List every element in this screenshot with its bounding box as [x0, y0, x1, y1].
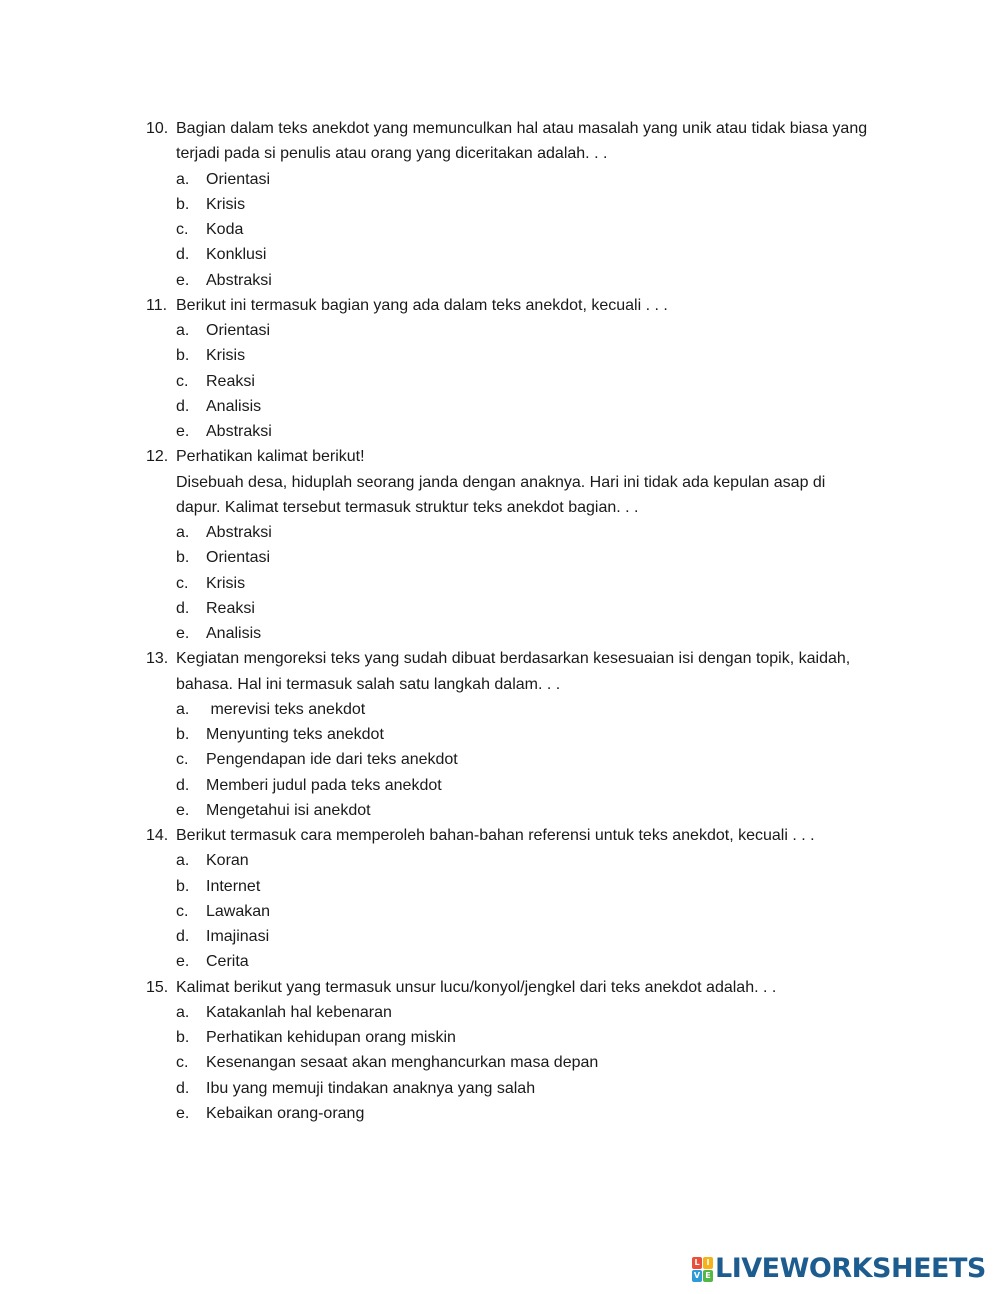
option-c[interactable] — [176, 747, 900, 772]
option-text: Internet — [206, 877, 261, 895]
option-e[interactable] — [176, 949, 900, 974]
option-c[interactable] — [176, 1050, 900, 1075]
option-letter: c. — [176, 372, 189, 390]
option-letter: a. — [176, 700, 190, 718]
logo-tile-l: L — [692, 1257, 702, 1269]
option-letter: a. — [176, 852, 190, 870]
option-a[interactable] — [176, 520, 900, 545]
option-letter: e. — [176, 271, 190, 289]
option-text: Krisis — [206, 574, 246, 592]
option-text: Analisis — [206, 625, 262, 642]
option-c[interactable] — [176, 571, 900, 596]
option-text: Kesenangan sesaat akan menghancurkan masa depan — [206, 1054, 599, 1072]
option-list — [176, 697, 900, 823]
option-text: Analisis — [206, 397, 262, 415]
option-letter: a. — [176, 524, 190, 541]
question-number: 13. — [146, 650, 169, 668]
option-list — [176, 520, 900, 646]
logo-tile-i: I — [703, 1257, 713, 1269]
liveworksheets-logo — [692, 1255, 986, 1283]
option-b[interactable] — [176, 343, 900, 368]
option-e[interactable] — [176, 1101, 900, 1126]
question-line: Berikut ini termasuk bagian yang ada dalam teks anekdot, kecuali . . . — [176, 296, 668, 314]
worksheet — [0, 116, 1000, 1126]
question-line: Berikut termasuk cara memperoleh bahan-bahan referensi untuk teks anekdot, kecuali . . . — [176, 827, 815, 844]
question-number: 15. — [146, 978, 169, 996]
option-letter: e. — [176, 1104, 190, 1122]
option-d[interactable] — [176, 773, 900, 798]
option-text: Reaksi — [206, 599, 255, 617]
question-line: bahasa. Hal ini termasuk salah satu langkah dalam. . . — [176, 675, 561, 693]
option-text: Mengetahui isi anekdot — [206, 801, 371, 819]
option-text: Abstraksi — [206, 423, 272, 440]
option-b[interactable] — [176, 874, 900, 899]
question-number: 14. — [146, 827, 169, 844]
option-a[interactable] — [176, 167, 900, 192]
option-text: Menyunting teks anekdot — [206, 726, 384, 743]
option-text: Koda — [206, 221, 244, 238]
option-letter: a. — [176, 170, 190, 188]
option-text: Pengendapan ide dari teks anekdot — [206, 751, 458, 769]
option-letter: b. — [176, 347, 190, 365]
question-line: Kegiatan mengoreksi teks yang sudah dibuat berdasarkan kesesuaian isi dengan topik, kaidah, — [176, 650, 851, 668]
option-a[interactable] — [176, 318, 900, 343]
logo-tile-v: V — [693, 1271, 701, 1280]
option-letter: c. — [176, 221, 189, 238]
question-text — [176, 646, 900, 697]
option-b[interactable] — [176, 1025, 900, 1050]
option-letter: a. — [176, 322, 190, 339]
option-text: Abstraksi — [206, 524, 272, 541]
option-letter: e. — [176, 625, 190, 642]
option-list — [176, 167, 900, 293]
question-text — [176, 975, 900, 1000]
option-text: Ibu yang memuji tindakan anaknya yang salah — [206, 1079, 536, 1097]
option-letter: e. — [176, 801, 190, 819]
option-b[interactable] — [176, 722, 900, 747]
option-letter: e. — [176, 423, 190, 440]
option-text: Krisis — [206, 347, 246, 365]
option-a[interactable] — [176, 1000, 900, 1025]
option-text: Lawakan — [206, 902, 271, 920]
question-12 — [0, 444, 1000, 646]
option-letter: c. — [176, 574, 189, 592]
option-letter: d. — [176, 397, 190, 415]
option-text: Orientasi — [206, 322, 271, 339]
question-text — [176, 444, 900, 520]
option-b[interactable] — [176, 192, 900, 217]
option-letter: d. — [176, 246, 190, 264]
option-text: Krisis — [206, 195, 246, 213]
logo-wordmark: LIVEWORKSHEETS — [715, 1253, 986, 1284]
option-a[interactable] — [176, 697, 900, 722]
option-list — [176, 1000, 900, 1126]
option-letter: b. — [176, 1029, 190, 1046]
option-d[interactable] — [176, 394, 900, 419]
option-text: Konklusi — [206, 246, 267, 264]
question-line: terjadi pada si penulis atau orang yang diceritakan adalah. . . — [176, 145, 608, 163]
question-line: Disebuah desa, hiduplah seorang janda dengan anaknya. Hari ini tidak ada kepulan asap di — [176, 473, 826, 491]
option-d[interactable] — [176, 596, 900, 621]
question-line: Perhatikan kalimat berikut! — [176, 448, 365, 466]
question-number: 11. — [146, 296, 168, 314]
option-letter: a. — [176, 1003, 190, 1021]
question-number: 12. — [146, 448, 169, 466]
option-c[interactable] — [176, 217, 900, 242]
option-c[interactable] — [176, 899, 900, 924]
option-text: Cerita — [206, 953, 249, 971]
option-a[interactable] — [176, 848, 900, 873]
option-e[interactable] — [176, 798, 900, 823]
option-text: Katakanlah hal kebenaran — [206, 1003, 392, 1021]
option-letter: d. — [176, 928, 190, 945]
option-c[interactable] — [176, 369, 900, 394]
option-text: Perhatikan kehidupan orang miskin — [206, 1029, 456, 1046]
question-line: Bagian dalam teks anekdot yang memunculkan hal atau masalah yang unik atau tidak biasa yang — [176, 120, 868, 137]
option-e[interactable] — [176, 621, 900, 646]
option-text: Imajinasi — [206, 928, 270, 945]
question-13 — [0, 646, 1000, 823]
question-line: Kalimat berikut yang termasuk unsur lucu/konyol/jengkel dari teks anekdot adalah. . . — [176, 978, 777, 996]
option-text: Kebaikan orang-orang — [206, 1104, 365, 1122]
option-text: Orientasi — [206, 170, 271, 188]
question-number: 10. — [146, 120, 169, 137]
question-text — [176, 116, 900, 167]
option-letter: b. — [176, 549, 190, 567]
option-e[interactable] — [176, 268, 900, 293]
option-list — [176, 848, 900, 974]
question-11 — [0, 293, 1000, 445]
option-letter: c. — [176, 1054, 189, 1072]
option-d[interactable] — [176, 242, 900, 267]
option-d[interactable] — [176, 1076, 900, 1101]
option-text: merevisi teks anekdot — [206, 700, 366, 718]
option-letter: e. — [176, 953, 190, 971]
option-text: Reaksi — [206, 372, 255, 390]
option-letter: b. — [176, 877, 190, 895]
option-letter: c. — [176, 902, 189, 920]
question-15 — [0, 975, 1000, 1127]
question-14 — [0, 823, 1000, 975]
logo-tile-e: E — [703, 1270, 713, 1282]
question-text — [176, 293, 900, 318]
option-text: Memberi judul pada teks anekdot — [206, 776, 442, 794]
option-letter: b. — [176, 195, 190, 213]
option-letter: d. — [176, 599, 190, 617]
option-letter: b. — [176, 726, 190, 743]
option-d[interactable] — [176, 924, 900, 949]
liveworksheets-logo-icon — [692, 1257, 712, 1281]
option-letter: d. — [176, 776, 190, 794]
option-e[interactable] — [176, 419, 900, 444]
option-b[interactable] — [176, 545, 900, 570]
question-10 — [0, 116, 1000, 293]
option-text: Abstraksi — [206, 271, 272, 289]
option-text: Orientasi — [206, 549, 271, 567]
question-line: dapur. Kalimat tersebut termasuk struktur teks anekdot bagian. . . — [176, 498, 639, 516]
option-text: Koran — [206, 852, 249, 870]
question-text — [176, 823, 900, 848]
option-letter: c. — [176, 751, 189, 769]
option-list — [176, 318, 900, 444]
option-letter: d. — [176, 1079, 190, 1097]
